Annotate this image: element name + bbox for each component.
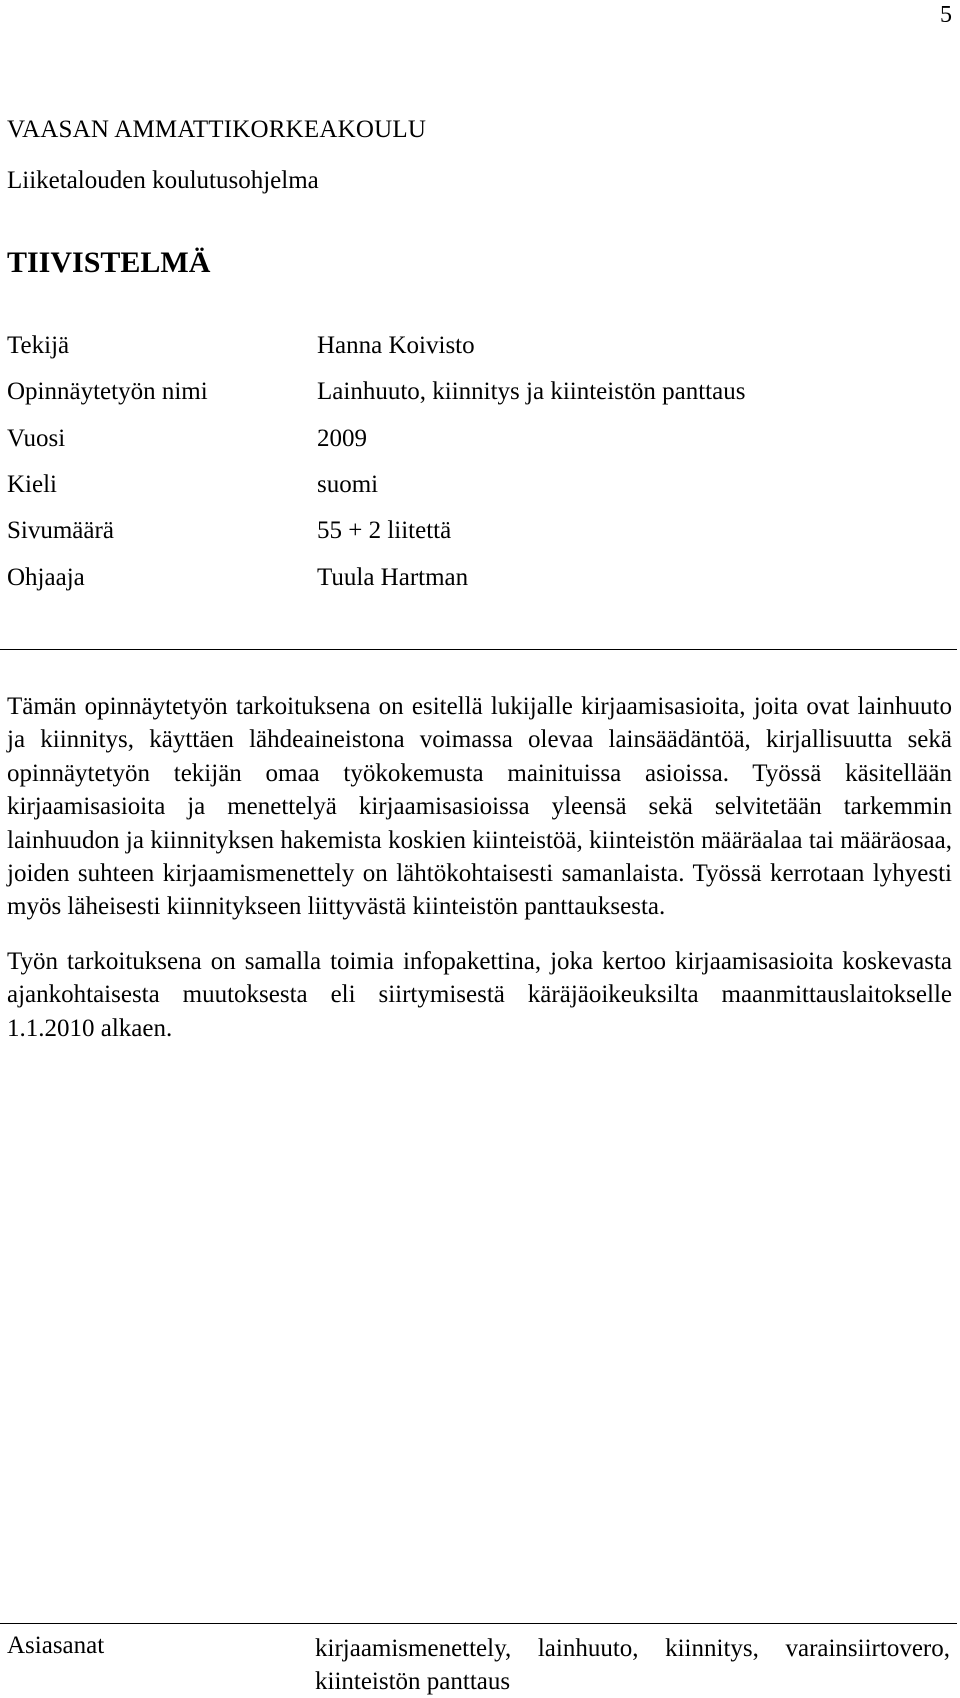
- meta-value: suomi: [317, 471, 379, 498]
- meta-value: 2009: [317, 425, 367, 452]
- meta-row-language: [7, 471, 957, 503]
- meta-row-thesis-title: [7, 378, 957, 410]
- meta-value: 55 + 2 liitettä: [317, 517, 452, 544]
- meta-value: Lainhuuto, kiinnitys ja kiinteistön panttaus: [317, 378, 746, 405]
- meta-row-author: [7, 332, 957, 364]
- keywords-label: Asiasanat: [7, 1632, 105, 1659]
- abstract-paragraph: Työn tarkoituksena on samalla toimia infopakettina, joka kertoo kirjaamisasioita koskevasta ajankohtaisesta muutoksesta eli siirtymisestä käräjäoikeuksilta maanmittauslaitokselle 1.1.2010 alkaen.: [7, 947, 952, 1042]
- divider-bottom: [0, 1623, 957, 1624]
- program-name: Liiketalouden koulutusohjelma: [7, 167, 319, 194]
- meta-value: Tuula Hartman: [317, 564, 469, 591]
- meta-row-supervisor: [7, 564, 957, 596]
- page-title: TIIVISTELMÄ: [7, 246, 211, 279]
- institution-name: VAASAN AMMATTIKORKEAKOULU: [7, 116, 427, 143]
- meta-label: Sivumäärä: [7, 517, 114, 544]
- keywords-value: kirjaamismenettely, lainhuuto, kiinnitys, varainsiirtovero, kiinteistön panttaus: [315, 1635, 950, 1695]
- meta-row-page-count: [7, 517, 957, 549]
- meta-label: Kieli: [7, 471, 57, 498]
- meta-label: Tekijä: [7, 332, 70, 359]
- meta-value: Hanna Koivisto: [317, 332, 475, 359]
- abstract-paragraph: Tämän opinnäytetyön tarkoituksena on esitellä lukijalle kirjaamisasioita, joita ovat lainhuuto ja kiinnitys, käyttäen lähdeaineistona voimassa olevaa lainsäädäntöä, kirjallisuutta sekä opinnäytetyön tekijän omaa työkokemusta mainituissa asioissa. Työssä käsitellään kirjaamisasioita ja menettelyä kirjaamisasioissa yleensä sekä selvitetään tarkemmin lainhuudon ja kiinnityksen hakemista koskien kiinteistöä, kiinteistön määräalaa tai määräosaa, joiden suhteen kirjaamismenettely on lähtökohtaisesti samanlaista. Työssä kerrotaan lyhyesti myös läheisesti kiinnitykseen liittyvästä kiinteistön panttauksesta.: [7, 693, 952, 921]
- meta-label: Opinnäytetyön nimi: [7, 378, 208, 405]
- meta-label: Vuosi: [7, 425, 66, 452]
- divider-top: [0, 649, 957, 650]
- abstract-body: [7, 690, 952, 1045]
- meta-row-year: [7, 425, 957, 457]
- page-number: 5: [940, 2, 952, 28]
- meta-label: Ohjaaja: [7, 564, 85, 591]
